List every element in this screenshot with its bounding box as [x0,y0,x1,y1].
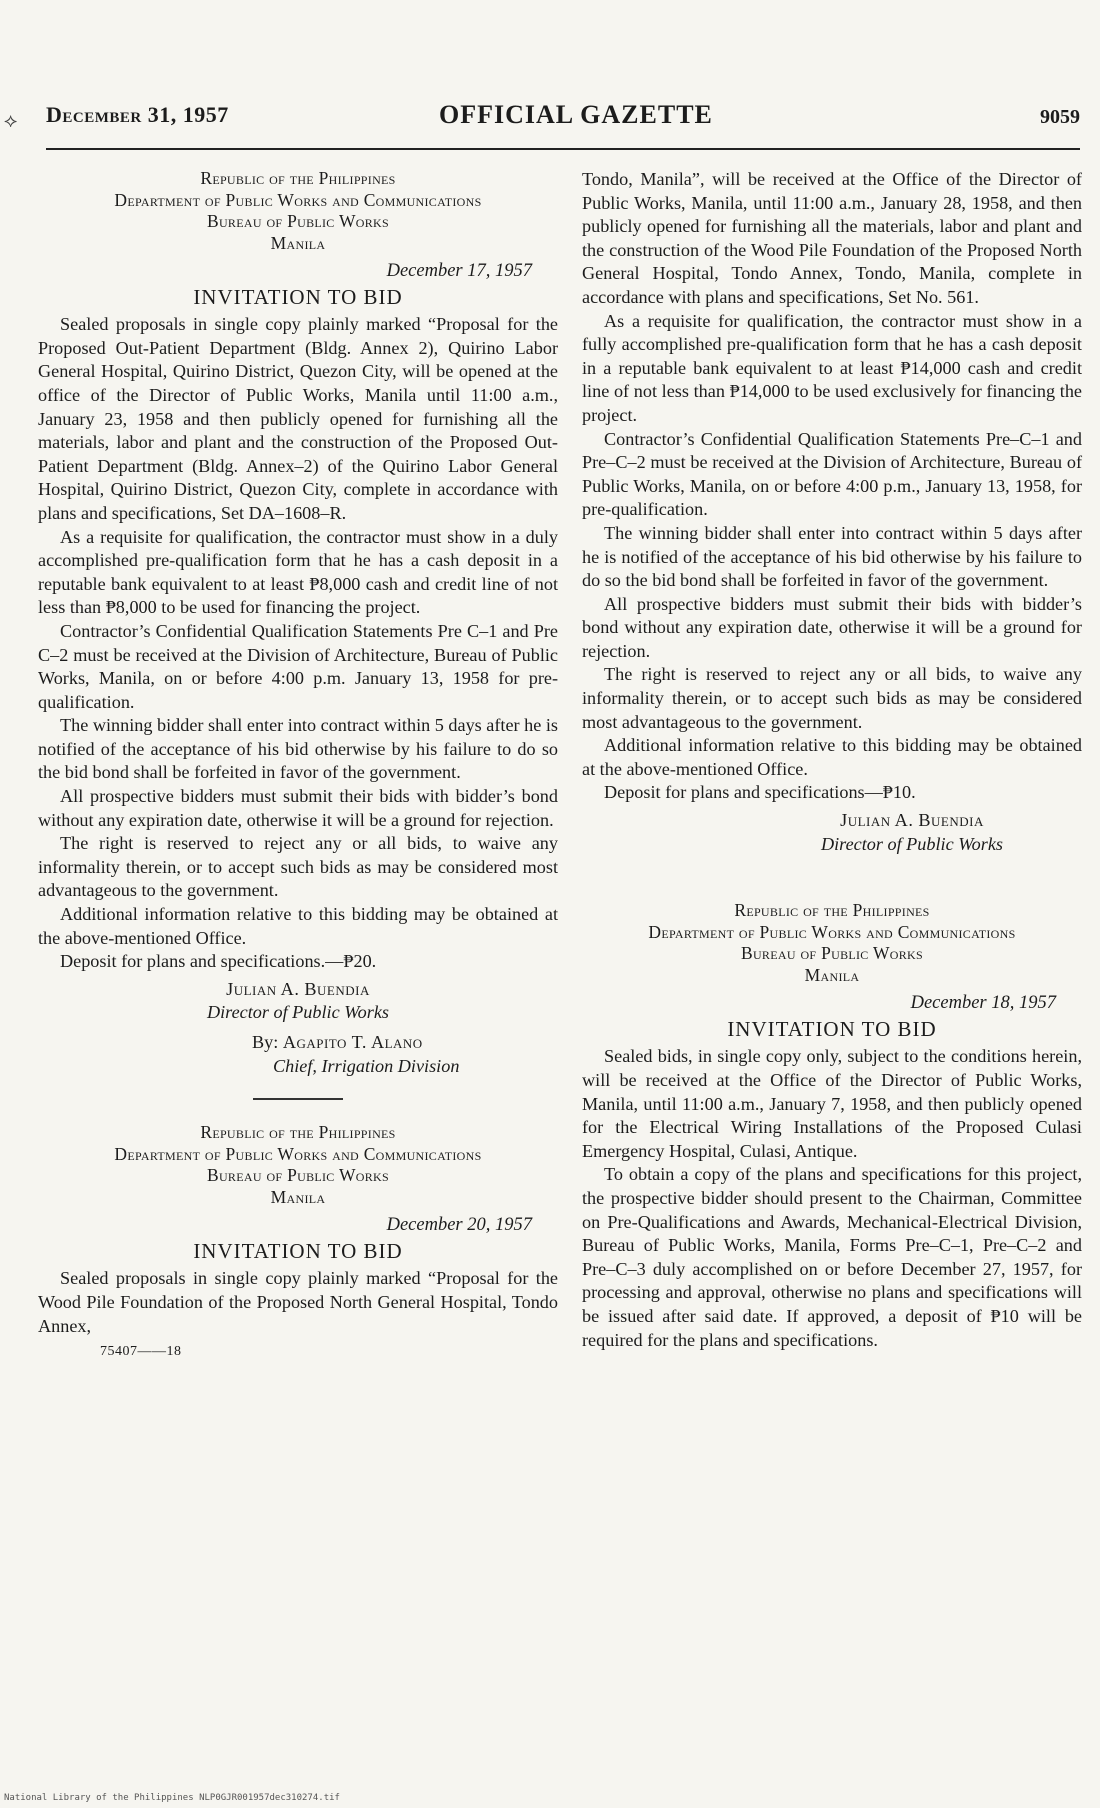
header-line: Republic of the Philippines [200,1122,396,1143]
running-head-date: December 31, 1957 [46,102,229,127]
header-line: Bureau of Public Works [740,943,923,964]
signatory-name: Julian A. Buendia [226,978,370,999]
notice-2-signature [742,809,1082,856]
paragraph-continued: Tondo, Manila”, will be received at the Office of the Director of Public Works, Manila, until 11:00 a.m., January 28, 1958, and then publicly opened for furnishing all the materials, labor and plant and the construction of the Wood Pile Foundation of the Proposed North General Hospital, Tondo Annex, Tondo, Manila, complete in accordance with plans and specifications, Set No. 561. [582,169,1082,307]
paragraph: Additional information relative to this bidding may be obtained at the above-mentioned Office. [582,735,1082,779]
page-number: 9059 [1040,106,1080,128]
paragraph: As a requisite for qualification, the contractor must show in a duly accomplished pre-qualification form that he has a cash deposit in a reputable bank equivalent to at least ₱8,000 cash and credit line of not less than ₱8,000 to be used for financing the project. [38,526,558,618]
header-line: Manila [804,964,860,985]
notice-2-title: INVITATION TO BID [193,1238,403,1263]
print-code: 75407——18 [100,1344,182,1360]
header-line: Manila [270,1186,326,1207]
notice-3-date: December 18, 1957 [910,993,1056,1014]
notice-3-header [582,900,1082,986]
paragraph: All prospective bidders must submit their bids with bidder’s bond without any expiration date, otherwise it will be a ground for rejection. [582,593,1082,661]
paragraph: Additional information relative to this bidding may be obtained at the above-mentioned Office. [38,904,558,948]
right-column [582,168,1082,1352]
signatory-name: Julian A. Buendia [840,810,984,831]
notice-3 [582,900,1082,1352]
notice-1-by-line [252,1031,558,1078]
by-title: Chief, Irrigation Division [273,1055,460,1076]
header-line: Department of Public Works and Communications [648,921,1016,942]
signatory-title: Director of Public Works [820,833,1004,854]
running-head [46,96,1080,138]
paragraph: Contractor’s Confidential Qualification Statements Pre C–1 and Pre C–2 must be received at the Division of Architecture, Bureau of Public Works, Manila, on or before 4:00 p.m. January 13, 1958 for pre-qualification. [38,620,558,712]
paragraph: Sealed proposals in single copy plainly marked “Proposal for the Proposed Out-Patient Department (Bldg. Annex 2), Quirino Labor General Hospital, Quirino District, Quezon City, will be opened at the office of the Director of Public Works, Manila until 11:00 a.m., January 23, 1958 and then publicly opened for furnishing all the materials, labor and plant and the construction of the Proposed Out-Patient Department (Bldg. Annex–2) of the Quirino Labor General Hospital, Quirino District, Quezon City, complete in accordance with plans and specifications, Set DA–1608–R. [38,314,558,523]
paragraph: Contractor’s Confidential Qualification Statements Pre–C–1 and Pre–C–2 must be received at the Division of Architecture, Bureau of Public Works, Manila, on or before 4:00 p.m., January 13, 1958, for pre-qualification. [582,428,1082,520]
paragraph: All prospective bidders must submit their bids with bidder’s bond without any expiration date, otherwise it will be a ground for rejection. [38,786,558,830]
paragraph: The winning bidder shall enter into contract within 5 days after he is notified of the acceptance of his bid otherwise by his failure to do so the bid bond shall be forfeited in favor of the government. [582,522,1082,591]
paragraph: Sealed bids, in single copy only, subject to the conditions herein, will be received at the Office of the Director of Public Works, Manila, until 11:00 a.m., January 7, 1958, and then publicly opened for the Electrical Wiring Installations of the Proposed Culasi Emergency Hospital, Culasi, Antique. [582,1046,1082,1161]
paragraph: The right is reserved to reject any or all bids, to waive any informality therein, or to accept such bids as may be considered most advantageous to the government. [582,664,1082,732]
notice-2-date: December 20, 1957 [386,1215,532,1236]
notice-1-header [38,168,558,254]
header-line: Bureau of Public Works [206,1165,389,1186]
left-column [38,168,558,1364]
notice-1-date: December 17, 1957 [386,261,532,281]
paragraph: Deposit for plans and specifications.—₱20. [60,951,377,972]
header-rule [46,148,1080,150]
signatory-title: Director of Public Works [206,1002,390,1023]
header-line: Bureau of Public Works [206,211,389,231]
margin-mark-icon: ⟡ [4,110,18,132]
paragraph: Sealed proposals in single copy plainly marked “Proposal for the Wood Pile Foundation of the Proposed North General Hospital, Tondo Annex, [38,1268,558,1336]
by-name: Agapito T. Alano [282,1032,423,1052]
notice-1 [38,168,558,1078]
notice-3-title: INVITATION TO BID [727,1016,937,1041]
notice-spacer [787,874,877,876]
running-head-title: OFFICIAL GAZETTE [439,100,713,129]
header-line: Republic of the Philippines [200,168,396,188]
scan-footer: National Library of the Philippines NLP0GJR001957dec310274.tif [4,1793,340,1803]
paragraph: As a requisite for qualification, the contractor must show in a fully accomplished pre-qualification form that he has a cash deposit in a reputable bank equivalent to at least ₱14,000 cash and credit line of not less than ₱14,000 to be used exclusively for financing the project. [582,310,1082,425]
header-line: Manila [270,232,326,253]
notice-2-header [38,1122,558,1208]
paragraph: The right is reserved to reject any or all bids, to waive any informality therein, or to accept such bids as may be considered most advantageous to the government. [38,833,558,901]
paragraph: To obtain a copy of the plans and specifications for this project, the prospective bidder should present to the Chairman, Committee on Pre-Qualifications and Awards, Mechanical-Electrical Division, Bureau of Public Works, Manila, Forms Pre–C–1, Pre–C–2 and Pre–C–3 duly accomplished on or before December 27, 1957, for processing and approval, otherwise no plans and specifications will be issued after said date. If approved, a deposit of ₱10 will be required for the plans and specifications. [582,1164,1082,1350]
notice-1-signature [38,978,558,1025]
paragraph: The winning bidder shall enter into contract within 5 days after he is notified of the acceptance of his bid otherwise by his failure to do so the bid bond shall be forfeited in favor of the government. [38,715,558,783]
notice-divider [253,1098,343,1100]
by-label: By: [252,1032,279,1052]
paragraph: Deposit for plans and specifications—₱10. [604,782,916,803]
notice-1-title: INVITATION TO BID [193,284,403,309]
header-line: Republic of the Philippines [734,900,930,921]
notice-2 [38,1122,558,1364]
header-line: Department of Public Works and Communications [114,1143,482,1164]
header-line: Department of Public Works and Communications [114,189,482,210]
